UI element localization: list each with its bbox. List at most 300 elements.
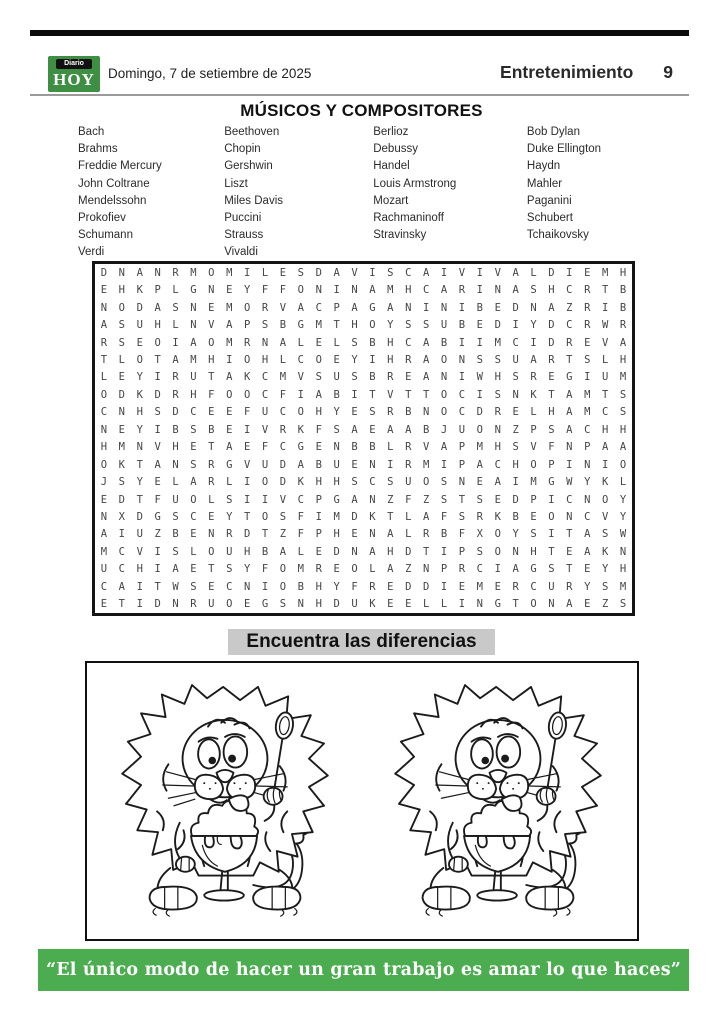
grid-letter: I — [118, 528, 125, 541]
grid-letter: Y — [530, 319, 537, 332]
grid-letter: Z — [279, 528, 287, 541]
grid-letter: C — [226, 580, 233, 593]
lion-cartoon-left — [122, 685, 328, 916]
grid-letter: T — [208, 371, 215, 384]
top-rule — [30, 30, 689, 36]
word-column — [527, 124, 648, 262]
grid-letter: I — [548, 493, 555, 506]
grid-letter: R — [172, 388, 179, 401]
grid-letter: G — [548, 476, 555, 489]
grid-letter: U — [548, 580, 555, 593]
grid-letter: P — [315, 493, 322, 506]
word-item: Liszt — [224, 177, 248, 190]
grid-letter: E — [584, 336, 591, 349]
grid-letter: T — [261, 528, 269, 541]
grid-letter: I — [243, 266, 251, 279]
grid-letter: O — [208, 545, 215, 558]
grid-letter: P — [458, 458, 466, 471]
grid-letter: R — [422, 528, 430, 541]
grid-letter: S — [172, 545, 179, 558]
grid-letter: N — [440, 371, 448, 384]
grid-letter: V — [601, 511, 609, 524]
grid-letter: J — [440, 423, 448, 436]
grid-letter: S — [458, 511, 466, 524]
grid-letter: Z — [154, 528, 161, 541]
grid-letter: R — [458, 284, 466, 297]
grid-letter: O — [226, 388, 233, 401]
grid-letter: C — [369, 476, 376, 489]
grid-letter: F — [261, 284, 269, 297]
grid-letter: H — [190, 388, 197, 401]
grid-letter: R — [279, 423, 287, 436]
grid-letter: D — [548, 266, 555, 279]
grid-letter: B — [405, 406, 412, 419]
grid-letter: G — [566, 371, 573, 384]
grid-letter: N — [584, 493, 591, 506]
grid-letter: N — [154, 266, 161, 279]
grid-letter: O — [476, 423, 483, 436]
grid-letter: T — [601, 284, 609, 297]
grid-letter: V — [530, 441, 537, 454]
grid-letter: S — [351, 371, 358, 384]
grid-letter: L — [530, 406, 537, 419]
grid-letter: S — [172, 301, 179, 314]
grid-letter: U — [405, 476, 412, 489]
grid-letter: A — [566, 598, 573, 611]
grid-letter: S — [584, 353, 591, 366]
grid-letter: S — [154, 406, 161, 419]
grid-letter: I — [243, 476, 251, 489]
grid-letter: C — [279, 406, 287, 419]
word-item: Puccini — [224, 212, 262, 225]
grid-letter: O — [243, 353, 251, 366]
grid-letter: D — [422, 580, 430, 593]
grid-letter: I — [422, 301, 430, 314]
grid-letter: D — [512, 301, 519, 314]
grid-letter: S — [476, 493, 483, 506]
grid-letter: R — [458, 563, 466, 576]
grid-letter: S — [494, 388, 501, 401]
grid-letter: E — [208, 580, 215, 593]
grid-letter: E — [387, 598, 394, 611]
grid-letter: B — [315, 458, 322, 471]
grid-letter: B — [440, 528, 448, 541]
grid-letter: Y — [619, 493, 627, 506]
grid-letter: M — [190, 266, 197, 279]
grid-letter: S — [351, 336, 358, 349]
grid-letter: H — [136, 563, 143, 576]
grid-letter: H — [315, 580, 322, 593]
grid-letter: R — [226, 528, 233, 541]
grid-letter: I — [226, 353, 233, 366]
grid-letter: K — [297, 476, 304, 489]
grid-letter: F — [458, 528, 466, 541]
grid-letter: A — [387, 528, 394, 541]
issue-date: Domingo, 7 de setiembre de 2025 — [108, 66, 312, 81]
grid-letter: N — [619, 545, 627, 558]
grid-letter: E — [351, 528, 358, 541]
grid-letter: M — [584, 406, 591, 419]
grid-letter: B — [369, 371, 376, 384]
grid-letter: R — [405, 353, 412, 366]
grid-letter: K — [369, 511, 376, 524]
grid-letter: O — [530, 458, 537, 471]
quote-banner — [38, 949, 689, 991]
grid-letter: C — [190, 406, 197, 419]
grid-letter: F — [279, 388, 287, 401]
grid-letter: S — [422, 319, 430, 332]
grid-letter: E — [584, 266, 591, 279]
grid-letter: D — [243, 528, 251, 541]
word-item: Tchaikovsky — [526, 229, 589, 242]
grid-letter: R — [405, 441, 412, 454]
grid-letter: Y — [333, 406, 340, 419]
grid-letter: S — [476, 545, 483, 558]
grid-letter: P — [154, 284, 161, 297]
grid-letter: Y — [333, 580, 340, 593]
grid-letter: H — [315, 406, 322, 419]
grid-letter: K — [297, 423, 304, 436]
grid-letter: H — [405, 284, 412, 297]
grid-letter: I — [243, 423, 251, 436]
grid-letter: T — [154, 353, 161, 366]
grid-letter: E — [190, 441, 197, 454]
grid-letter: I — [387, 458, 394, 471]
grid-letter: M — [601, 266, 609, 279]
grid-letter: N — [261, 336, 269, 349]
grid-letter: H — [619, 266, 627, 279]
grid-letter: Y — [136, 476, 143, 489]
grid-letter: N — [100, 511, 108, 524]
word-column — [78, 124, 224, 262]
grid-letter: H — [512, 458, 519, 471]
grid-letter: O — [440, 388, 448, 401]
grid-letter: S — [387, 476, 394, 489]
grid-letter: H — [261, 353, 269, 366]
grid-letter: I — [440, 580, 448, 593]
grid-letter: E — [315, 336, 322, 349]
grid-letter: E — [494, 493, 501, 506]
grid-letter: U — [333, 371, 340, 384]
grid-letter: Z — [405, 563, 412, 576]
grid-letter: D — [548, 319, 555, 332]
grid-letter: C — [405, 266, 412, 279]
grid-letter: M — [190, 353, 197, 366]
word-column — [224, 124, 373, 262]
grid-letter: A — [172, 563, 179, 576]
grid-letter: O — [208, 336, 215, 349]
grid-letter: H — [548, 284, 555, 297]
grid-letter: U — [440, 319, 448, 332]
grid-letter: G — [154, 511, 161, 524]
grid-letter: C — [261, 371, 269, 384]
grid-letter: C — [512, 336, 519, 349]
grid-letter: O — [440, 406, 448, 419]
grid-letter: A — [190, 476, 197, 489]
grid-letter: O — [619, 458, 627, 471]
grid-letter: O — [100, 388, 108, 401]
grid-letter: V — [601, 336, 609, 349]
grid-letter: D — [405, 545, 412, 558]
grid-letter: O — [601, 493, 609, 506]
word-item: Verdi — [78, 246, 105, 259]
grid-letter: S — [440, 476, 448, 489]
grid-letter: N — [584, 458, 591, 471]
grid-letter: Y — [136, 423, 143, 436]
grid-letter: R — [208, 476, 215, 489]
grid-letter: B — [619, 301, 627, 314]
grid-letter: I — [601, 301, 609, 314]
grid-letter: O — [548, 511, 555, 524]
grid-letter: N — [136, 441, 143, 454]
grid-letter: T — [566, 563, 573, 576]
grid-letter: D — [279, 458, 287, 471]
grid-letter: P — [458, 545, 466, 558]
grid-letter: M — [476, 580, 483, 593]
grid-letter: C — [190, 511, 197, 524]
grid-letter: I — [154, 423, 161, 436]
grid-letter: L — [387, 441, 394, 454]
grid-letter: L — [226, 476, 233, 489]
grid-letter: G — [261, 598, 269, 611]
grid-letter: A — [512, 563, 519, 576]
grid-letter: O — [279, 580, 287, 593]
grid-letter: F — [154, 493, 161, 506]
grid-letter: V — [458, 266, 466, 279]
grid-letter: N — [530, 301, 537, 314]
grid-letter: N — [118, 266, 125, 279]
grid-letter: L — [369, 563, 376, 576]
grid-letter: C — [566, 319, 573, 332]
grid-letter: D — [118, 493, 125, 506]
grid-letter: K — [601, 476, 609, 489]
grid-letter: E — [208, 301, 215, 314]
word-item: Schumann — [78, 229, 133, 242]
word-list — [78, 124, 648, 262]
grid-letter: N — [494, 284, 501, 297]
grid-letter: N — [243, 580, 251, 593]
grid-letter: H — [333, 476, 340, 489]
grid-letter: C — [118, 545, 125, 558]
grid-letter: A — [422, 511, 430, 524]
grid-letter: R — [512, 580, 519, 593]
grid-letter: A — [315, 388, 322, 401]
grid-letter: Y — [619, 511, 627, 524]
grid-letter: B — [458, 319, 466, 332]
grid-letter: S — [351, 476, 358, 489]
grid-letter: S — [172, 511, 179, 524]
grid-letter: P — [584, 441, 591, 454]
grid-letter: U — [458, 423, 466, 436]
grid-letter: A — [226, 441, 233, 454]
grid-letter: I — [440, 545, 448, 558]
word-item: Prokofiev — [78, 212, 126, 225]
grid-letter: N — [208, 528, 215, 541]
grid-letter: L — [172, 319, 179, 332]
grid-letter: O — [190, 493, 197, 506]
grid-letter: E — [279, 266, 287, 279]
word-item: Chopin — [224, 143, 261, 156]
grid-letter: I — [512, 319, 519, 332]
word-item: Gershwin — [224, 160, 273, 173]
grid-letter: I — [566, 266, 573, 279]
grid-letter: E — [405, 371, 412, 384]
grid-letter: M — [118, 441, 125, 454]
grid-letter: U — [190, 371, 197, 384]
grid-letter: H — [387, 336, 394, 349]
grid-letter: L — [333, 336, 340, 349]
grid-letter: P — [333, 301, 340, 314]
wordsearch-title: MÚSICOS Y COMPOSITORES — [240, 101, 483, 120]
grid-letter: R — [548, 353, 555, 366]
grid-letter: R — [584, 284, 591, 297]
grid-letter: B — [369, 441, 376, 454]
grid-letter: H — [494, 371, 501, 384]
grid-letter: U — [208, 598, 215, 611]
grid-letter: L — [405, 528, 412, 541]
grid-letter: S — [548, 563, 555, 576]
grid-letter: I — [154, 371, 161, 384]
grid-letter: M — [494, 336, 501, 349]
grid-letter: D — [494, 319, 501, 332]
grid-letter: E — [226, 284, 233, 297]
grid-letter: O — [243, 301, 251, 314]
grid-letter: D — [279, 476, 287, 489]
grid-letter: E — [548, 371, 555, 384]
grid-letter: I — [476, 388, 483, 401]
grid-letter: A — [530, 353, 537, 366]
grid-letter: B — [476, 301, 483, 314]
grid-letter: V — [243, 458, 251, 471]
grid-letter: O — [315, 353, 322, 366]
grid-letter: G — [226, 458, 233, 471]
grid-letter: H — [351, 319, 358, 332]
grid-letter: B — [512, 511, 519, 524]
word-item: Mahler — [526, 177, 563, 190]
grid-letter: E — [530, 511, 537, 524]
grid-letter: P — [440, 563, 448, 576]
grid-letter: K — [601, 545, 609, 558]
grid-letter: N — [369, 528, 376, 541]
grid-letter: F — [261, 563, 269, 576]
grid-letter: I — [154, 563, 161, 576]
grid-letter: W — [566, 476, 573, 489]
grid-letter: I — [154, 545, 161, 558]
grid-letter: E — [100, 284, 108, 297]
grid-letter: M — [476, 441, 483, 454]
grid-letter: H — [619, 423, 627, 436]
grid-letter: L — [405, 511, 412, 524]
grid-letter: U — [172, 493, 179, 506]
grid-letter: C — [584, 511, 591, 524]
grid-letter: C — [458, 388, 466, 401]
grid-letter: C — [297, 493, 304, 506]
grid-letter: A — [476, 458, 483, 471]
grid-letter: X — [476, 528, 483, 541]
grid-letter: A — [297, 458, 304, 471]
grid-letter: F — [243, 406, 251, 419]
grid-letter: C — [315, 301, 322, 314]
grid-letter: A — [226, 319, 233, 332]
grid-letter: A — [422, 371, 430, 384]
grid-letter: L — [297, 545, 304, 558]
grid-letter: I — [261, 493, 269, 506]
grid-letter: I — [261, 580, 269, 593]
grid-letter: H — [619, 563, 627, 576]
grid-letter: O — [208, 266, 215, 279]
grid-letter: I — [172, 336, 179, 349]
grid-letter: V — [279, 301, 287, 314]
grid-letter: F — [261, 441, 269, 454]
grid-letter: Y — [351, 353, 358, 366]
grid-letter: A — [297, 301, 304, 314]
grid-letter: T — [458, 493, 466, 506]
grid-letter: A — [279, 336, 287, 349]
grid-letter: B — [297, 580, 304, 593]
grid-letter: I — [458, 336, 466, 349]
grid-letter: N — [172, 598, 179, 611]
grid-letter: M — [530, 476, 537, 489]
grid-letter: F — [297, 528, 304, 541]
grid-letter: O — [243, 388, 251, 401]
grid-letter: O — [261, 511, 269, 524]
grid-letter: A — [279, 545, 287, 558]
grid-letter: S — [190, 458, 197, 471]
grid-letter: A — [405, 423, 412, 436]
grid-letter: H — [315, 598, 322, 611]
lion-cartoon-right — [395, 685, 601, 916]
grid-letter: C — [494, 458, 501, 471]
grid-letter: Y — [512, 528, 519, 541]
grid-letter: N — [566, 441, 573, 454]
grid-letter: V — [422, 441, 430, 454]
grid-letter: V — [494, 266, 501, 279]
grid-letter: L — [619, 476, 627, 489]
grid-letter: T — [208, 441, 215, 454]
grid-letter: I — [369, 266, 376, 279]
grid-letter: N — [100, 423, 108, 436]
grid-letter: E — [100, 493, 108, 506]
grid-letter: M — [297, 563, 304, 576]
grid-letter: O — [226, 598, 233, 611]
grid-letter: E — [190, 528, 197, 541]
grid-letter: H — [530, 545, 537, 558]
grid-letter: S — [440, 493, 448, 506]
grid-letter: R — [172, 266, 179, 279]
grid-letter: E — [351, 458, 358, 471]
section-header — [500, 62, 673, 83]
grid-letter: H — [333, 528, 340, 541]
grid-letter: N — [566, 511, 573, 524]
grid-letter: A — [351, 493, 358, 506]
grid-letter: R — [566, 580, 573, 593]
grid-letter: B — [440, 336, 448, 349]
grid-letter: S — [619, 598, 627, 611]
word-item: Paganini — [526, 194, 572, 207]
grid-letter: S — [333, 423, 340, 436]
grid-letter: M — [315, 319, 322, 332]
grid-letter: M — [226, 336, 233, 349]
grid-letter: O — [154, 336, 161, 349]
grid-letter: U — [333, 458, 340, 471]
grid-letter: B — [619, 284, 627, 297]
grid-letter: B — [279, 319, 287, 332]
word-item: Duke Ellington — [526, 143, 602, 156]
grid-letter: H — [387, 353, 394, 366]
grid-letter: C — [566, 493, 573, 506]
grid-letter: E — [351, 406, 358, 419]
grid-letter: T — [136, 493, 143, 506]
